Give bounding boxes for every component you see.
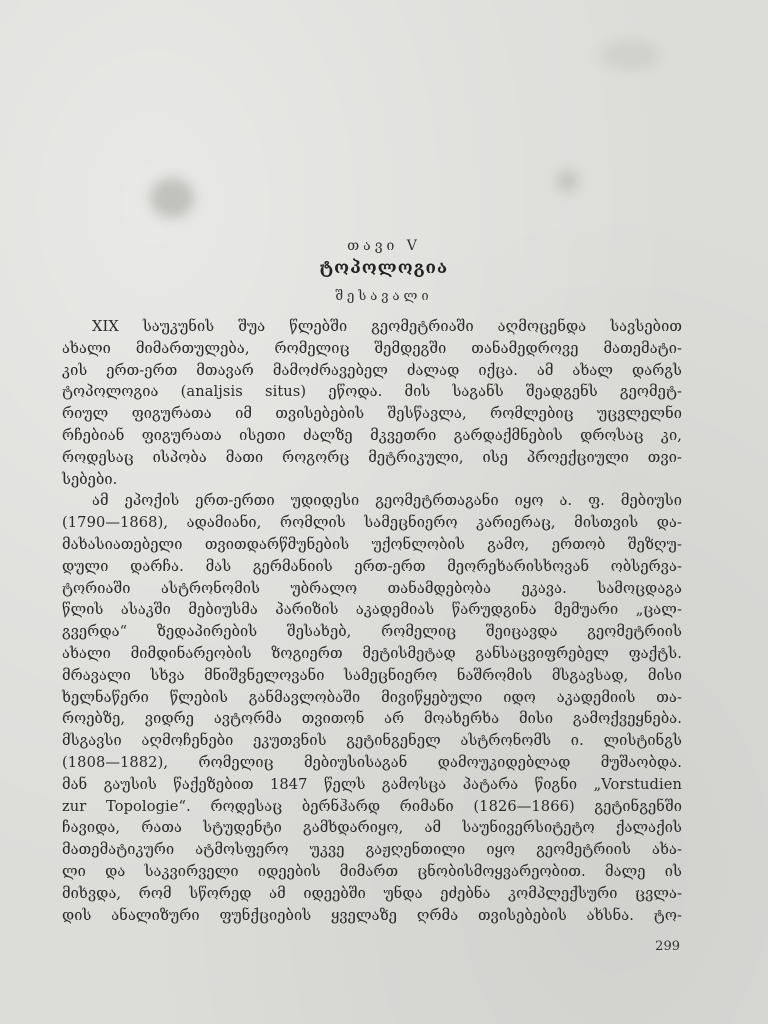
text-line: სებები.: [62, 470, 118, 488]
text-line: მრავალი სხვა მნიშვნელოვანი სამეცნიერო ნაშრომის მსგავსად, მისი: [62, 666, 682, 684]
text-line: ახალი მიმართულება, რომელიც შემდეგში თანამედროვე მათემატი-: [62, 339, 682, 357]
text-line: XIX საუკუნის შუა წლებში გეომეტრიაში აღმოცენდა სავსებით: [92, 318, 682, 335]
paper-stain: [556, 170, 578, 192]
text-line: კის ერთ-ერთ მთავარ მამოძრავებელ ძალად იქცა. ამ ახალ დარგს: [62, 361, 682, 379]
text-line: ტორიაში ასტრონომის უბრალო თანამდებობა ეკავა. სამოცდაგა: [62, 579, 682, 597]
text-line: რჩებიან ფიგურათა ისეთი ძალზე მკვეთრი გარდაქმნების დროსაც კი,: [62, 426, 682, 444]
chapter-heading: თავი V: [347, 238, 421, 254]
text-line: zur Topologie“. როდესაც ბერნჰარდ რიმანი (1826—1866) გეტინგენში: [62, 797, 682, 815]
text-line: ხელნაწერი წლების განმავლობაში მივიწყებული იდო აკადემიის თა-: [62, 688, 682, 706]
paper-stain: [600, 40, 660, 70]
text-line: ჩავიდა, რათა სტუდენტი გამხდარიყო, ამ საუნივერსიტეტო ქალაქის: [62, 819, 682, 837]
text-line: მათემატიკური ატმოსფერო უკვე გაჟღენთილი იყო გეომეტრიის ახა-: [62, 841, 682, 859]
text-line: ტოპოლოგია (analjsis situs) ეწოდა. მის საგანს შეადგენს გეომეტ-: [62, 383, 682, 401]
text-line: ამ ეპოქის ერთ-ერთი უდიდესი გეომეტრთაგანი იყო ა. ფ. მებიუსი: [92, 492, 682, 510]
body-text: [62, 316, 682, 926]
text-line: წლის ასაკში მებიუსმა პარიზის აკადემიას წარუდგინა მემუარი „ცალ-: [62, 601, 682, 619]
text-line: (1808—1882), რომელიც მებიუსისაგან დამოუკიდებლად მუშაობდა.: [62, 753, 682, 771]
text-line: ახალი მიმდინარეობის ზოგიერთ მეტისმეტად განსაცვიფრებელ ფაქტს.: [62, 644, 682, 662]
text-line: მახასიათებელი თვითდარწმუნების უქონლობის გამო, ერთობ შეზღუ-: [62, 535, 682, 553]
text-line: ლი და საკვირველი იდეების მიმართ ცნობისმოყვარეობით. მალე ის: [62, 862, 682, 880]
text-line: მიხვდა, რომ სწორედ ამ იდეებში უნდა ეძებნა კომპლექსური ცვლა-: [62, 884, 682, 902]
text-line: მსგავსი აღმოჩენები ეკუთვნის გეტინგენელ ასტრონომს ი. ლისტინგს: [62, 732, 682, 750]
text-line: რიულ ფიგურათა იმ თვისებების შესწავლა, რომლებიც უცვლელნი: [62, 405, 682, 423]
text-line: მან გაუსის წაქეზებით 1847 წელს გამოსცა პატარა წიგნი „Vorstudien: [62, 775, 682, 793]
text-line: როდესაც ისპობა მათი როგორც მეტრიკული, ისე პროექციული თვი-: [62, 448, 682, 466]
page-number: 299: [655, 939, 680, 954]
text-line: როებზე, ვიდრე ავტორმა თვითონ არ მოახერხა მისი გამოქვეყნება.: [62, 710, 682, 728]
text-line: გვერდა“ ზედაპირების შესახებ, რომელიც შეიცავდა გეომეტრიის: [62, 623, 682, 641]
text-line: (1790—1868), ადამიანი, რომლის სამეცნიერო კარიერაც, მისთვის და-: [62, 514, 682, 532]
chapter-title: ტოპოლოგია: [319, 258, 449, 278]
paper-stain: [150, 178, 194, 218]
section-title: შესავალი: [335, 289, 433, 304]
text-line: დის ანალიზური ფუნქციების ყველაზე ღრმა თვისებების ახსნა. ტო-: [62, 906, 682, 924]
text-line: დული დარჩა. მას გერმანიის ერთ-ერთ მეორეხარისხოვან ობსერვა-: [62, 557, 682, 575]
